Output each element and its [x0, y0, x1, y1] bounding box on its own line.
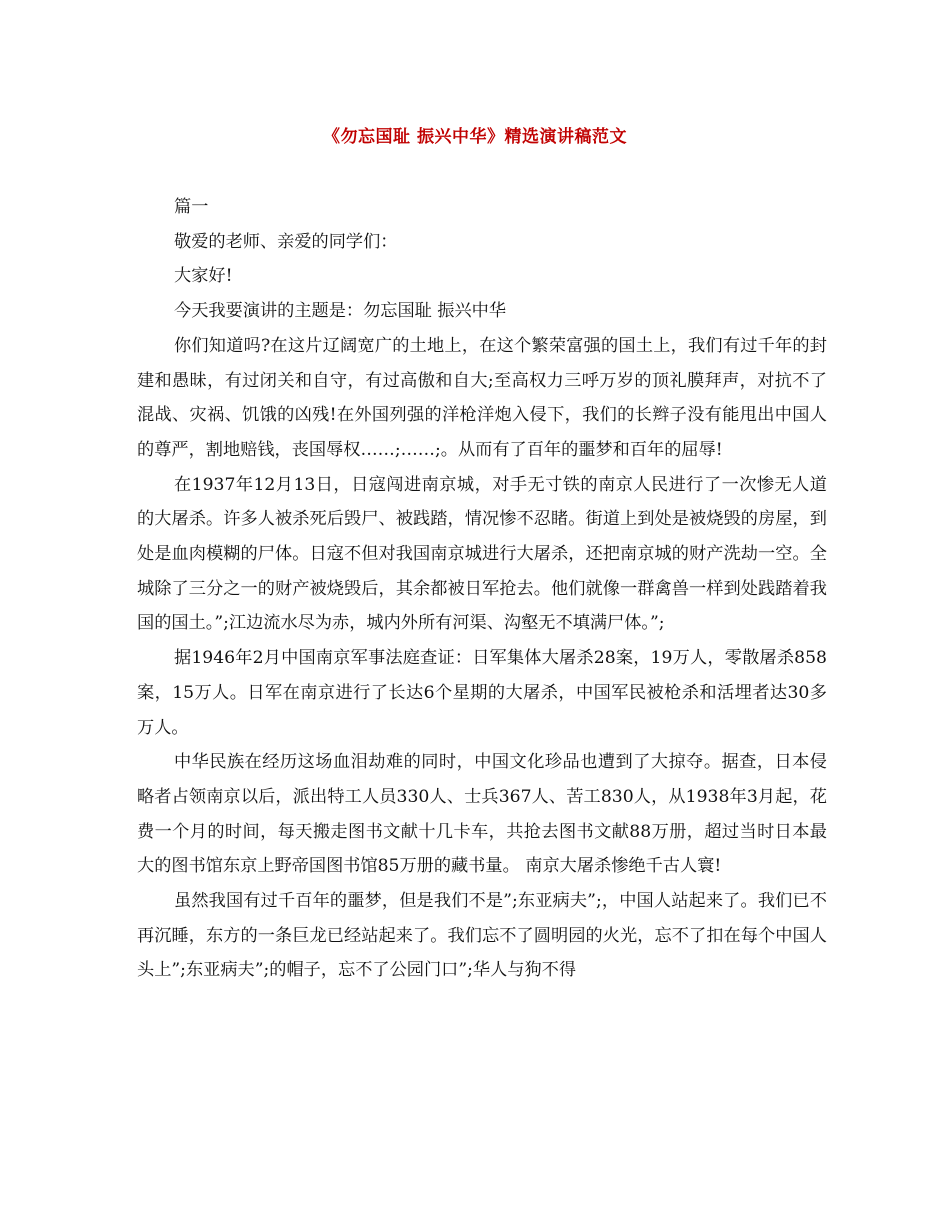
body-paragraph: 你们知道吗?在这片辽阔宽广的土地上，在这个繁荣富强的国土上，我们有过千年的封建和愚昧，有过闭关和自守，有过高傲和自大;至高权力三呼万岁的顶礼膜拜声，对抗不了混战、灾祸、饥饿的凶残!在外国列强的洋枪洋炮入侵下，我们的长辫子没有能甩出中国人的尊严，割地赔钱，丧国辱权……;……;。从而有了百年的噩梦和百年的屈辱! — [137, 335, 827, 460]
greeting: 大家好! — [174, 266, 233, 287]
body-paragraph: 虽然我国有过千百年的噩梦，但是我们不是”;东亚病夫”;，中国人站起来了。我们已不再沉睡，东方的一条巨龙已经站起来了。我们忘不了圆明园的火光，忘不了扣在每个中国人头上”;东亚病夫”;的帽子，忘不了公园门口”;华人与狗不得 — [137, 891, 827, 981]
speech-topic: 今天我要演讲的主题是：勿忘国耻 振兴中华 — [174, 301, 507, 322]
document-body — [137, 190, 827, 988]
salutation: 敬爱的老师、亲爱的同学们： — [174, 231, 398, 252]
document-title: 《勿忘国耻 振兴中华》精选演讲稿范文 — [323, 127, 627, 147]
body-paragraph: 中华民族在经历这场血泪劫难的同时，中国文化珍品也遭到了大掠夺。据查，日本侵略者占领南京以后，派出特工人员330人、士兵367人、苦工830人，从1938年3月起，花费一个月的时间，每天搬走图书文献十几卡车，共抢去图书文献88万册，超过当时日本最大的图书馆东京上野帝国图书馆85万册的藏书量。 南京大屠杀惨绝千古人寰! — [137, 752, 827, 877]
section-heading: 篇一 — [174, 197, 209, 217]
body-paragraph: 据1946年2月中国南京军事法庭查证：日军集体大屠杀28案，19万人，零散屠杀858案，15万人。日军在南京进行了长达6个星期的大屠杀，中国军民被枪杀和活埋者达30多万人。 — [137, 648, 827, 738]
body-paragraph: 在1937年12月13日，日寇闯进南京城，对手无寸铁的南京人民进行了一次惨无人道的大屠杀。许多人被杀死后毁尸、被践踏，情况惨不忍睹。街道上到处是被烧毁的房屋，到处是血肉模糊的尸体。日寇不但对我国南京城进行大屠杀，还把南京城的财产洗劫一空。全城除了三分之一的财产被烧毁后，其余都被日军抢去。他们就像一群禽兽一样到处践踏着我国的国土。”;江边流水尽为赤，城内外所有河渠、沟壑无不填满尸体。”; — [137, 474, 827, 634]
